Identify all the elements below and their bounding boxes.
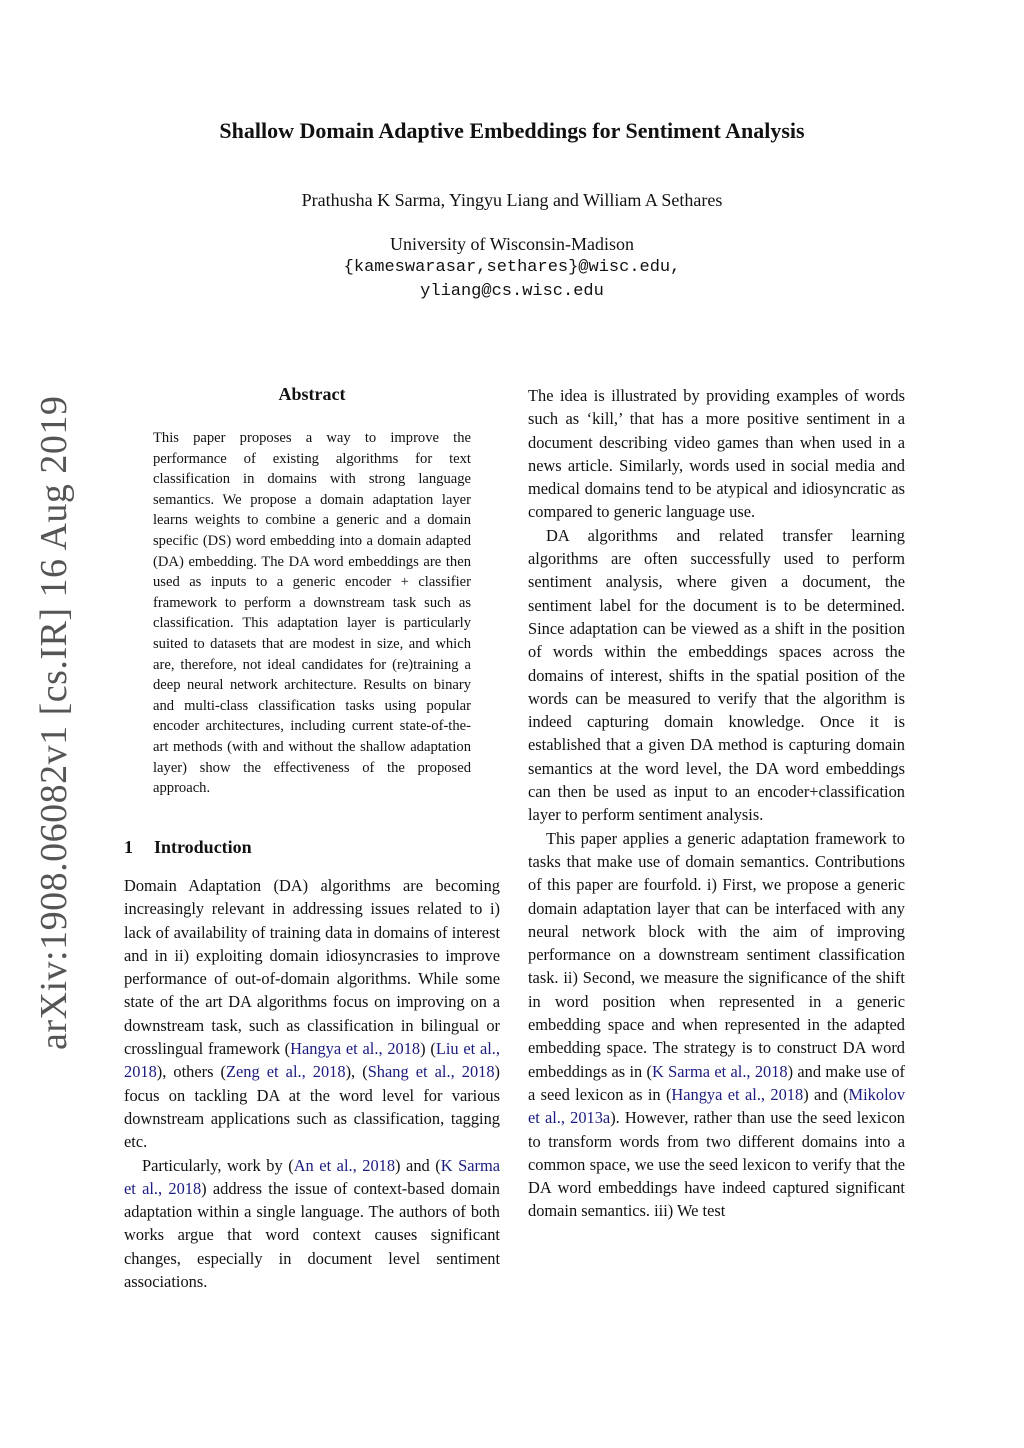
- text-run: ) (: [420, 1039, 436, 1059]
- text-run: ). However, rather than use the seed lexicon to transform words from two different domains into a common space, we use the seed lexicon to verify that the DA word embeddings have indeed captured significant domain semantics. iii) We test: [528, 1108, 905, 1221]
- text-run: ), (: [345, 1062, 368, 1082]
- text-run: Domain Adaptation (DA) algorithms are becoming increasingly relevant in addressing issues related to i) lack of availability of training data in domains of interest and in ii) exploiting domain idiosyncrasies to improve performance of out-of-domain algorithms. While some state of the art DA algorithms focus on improving on a downstream task, such as classification in bilingual or crosslingual framework (: [124, 876, 500, 1059]
- section-title: Introduction: [154, 837, 252, 857]
- text-run: ) and make use of a seed lexicon as in (: [528, 1061, 905, 1104]
- arxiv-stamp: arXiv:1908.06082v1 [cs.IR] 16 Aug 2019: [33, 395, 75, 1050]
- affiliation: University of Wisconsin-Madison: [390, 234, 634, 254]
- email-line-1: {kameswarasar,sethares}@wisc.edu,: [343, 258, 681, 277]
- intro-paragraph-5: [528, 827, 905, 1223]
- text-run: ) address the issue of context-based domain adaptation within a single language. The authors of both works argue that word context causes significant changes, especially in document level sentiment associations.: [124, 1178, 500, 1292]
- citation-link[interactable]: Hangya et al., 2018: [290, 1039, 421, 1059]
- citation-link[interactable]: Hangya et al., 2018: [671, 1084, 804, 1104]
- citation-link[interactable]: An et al., 2018: [293, 1155, 396, 1175]
- paper-title: Shallow Domain Adaptive Embeddings for Sentiment Analysis: [219, 118, 805, 143]
- affiliation-block: [0, 232, 1024, 304]
- intro-paragraph-3: The idea is illustrated by providing examples of words such as ‘kill,’ that has a more positive sentiment in a document describing video games than when used in a news article. Similarly, words used in social media and medical domains tend to be atypical and idiosyncratic as compared to generic language use.: [528, 386, 905, 522]
- text-run: ) focus on tackling DA at the word level for various downstream applications such as classification, tagging etc.: [124, 1062, 501, 1152]
- citation-link[interactable]: K Sarma et al., 2018: [652, 1061, 788, 1081]
- citation-link[interactable]: Zeng et al., 2018: [226, 1062, 346, 1082]
- intro-paragraph-4: DA algorithms and related transfer learning algorithms are often successfully used to perform sentiment analysis, where given a document, the sentiment label for the document is to be determined. Since adaptation can be viewed as a shift in the position of words within the embeddings spaces across the domains of interest, shifts in the spatial position of the words can be measured to verify that the algorithm is indeed capturing domain knowledge. Once it is established that a given DA method is capturing domain semantics at the word level, the DA word embeddings can then be used as input to an encoder+classification layer to perform sentiment analysis.: [528, 525, 905, 825]
- citation-link[interactable]: Shang et al., 2018: [367, 1062, 495, 1082]
- text-run: ) and (: [395, 1155, 441, 1175]
- section-number: 1: [124, 837, 133, 857]
- text-run: This paper applies a generic adaptation framework to tasks that make use of domain semantics. Contributions of this paper are fourfold. i) First, we propose a generic domain adaptation layer that can be interfaced with any neural network block with the aim of improving performance on a downstream sentiment classification task. ii) Second, we measure the significance of the shift in word position when represented in a generic embedding space and when represented in the adapted embedding space. The strategy is to construct DA word embeddings as in (: [528, 828, 905, 1081]
- section-heading-introduction: [124, 837, 252, 858]
- citation-link[interactable]: Mikolov et al., 2013a: [528, 1084, 906, 1128]
- right-column: [528, 384, 905, 1223]
- text-run: Particularly, work by (: [142, 1155, 294, 1175]
- intro-paragraph-1: [124, 874, 500, 1154]
- left-column: [124, 874, 500, 1293]
- text-run: ) and (: [803, 1084, 849, 1104]
- citation-link[interactable]: Liu et al., 2018: [124, 1039, 500, 1082]
- abstract-body: This paper proposes a way to improve the performance of existing algorithms for text classification in domains with strong language semantics. We propose a domain adaptation layer learns weights to combine a generic and a domain specific (DS) word embedding into a domain adapted (DA) embedding. The DA word embeddings are then used as inputs to a generic encoder + classifier framework to perform a downstream task such as classification. This adaptation layer is particularly suited to datasets that are modest in size, and which are, therefore, not ideal candidates for (re)training a deep neural network architecture. Results on binary and multi-class classification tasks using popular encoder architectures, including current state-of-the-art methods (with and without the shallow adaptation layer) show the effectiveness of the proposed approach.: [153, 430, 471, 797]
- email-line-2: yliang@cs.wisc.edu: [420, 282, 604, 301]
- citation-link[interactable]: K Sarma et al., 2018: [124, 1155, 501, 1198]
- abstract-heading: Abstract: [278, 384, 346, 404]
- text-run: ), others (: [156, 1062, 227, 1082]
- author-list: Prathusha K Sarma, Yingyu Liang and William A Sethares: [301, 190, 723, 210]
- intro-paragraph-2: [124, 1154, 500, 1294]
